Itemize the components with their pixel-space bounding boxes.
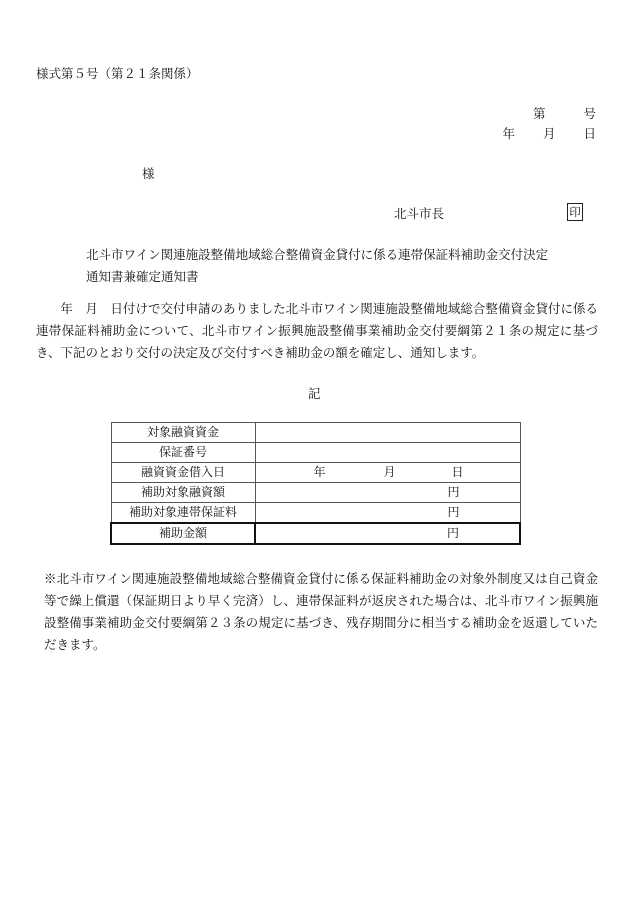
- row-value-loan-amount: [255, 483, 520, 503]
- issue-date-year: 年: [502, 126, 515, 141]
- row-value-loan-fund: [255, 423, 520, 443]
- row-value-guarantee-fee: [255, 503, 520, 524]
- row-value-subsidy-amount: [255, 523, 520, 544]
- table-row: [111, 503, 520, 524]
- table-row: [111, 463, 520, 483]
- row-label-borrowing-date: 融資資金借入日: [111, 463, 255, 483]
- yen-unit: 円: [447, 485, 460, 499]
- issuer-name: 北斗市長: [394, 206, 445, 221]
- borrow-year: 年: [313, 465, 326, 479]
- row-label-subsidy-amount: 補助金額: [111, 523, 255, 544]
- issue-date-day: 日: [583, 126, 596, 141]
- form-number: 様式第５号（第２１条関係）: [36, 66, 199, 81]
- row-label-guarantee-fee: 補助対象連帯保証料: [111, 503, 255, 524]
- table-row-total: [111, 523, 520, 544]
- row-value-borrowing-date: [255, 463, 520, 483]
- reference-number-line: [533, 104, 596, 122]
- detail-table: [110, 422, 521, 545]
- borrow-day: 日: [451, 465, 464, 479]
- body-paragraph: 年 月 日付けで交付申請のありました北斗市ワイン関連施設整備地域総合整備資金貸付に係る連帯保証料補助金について、北斗市ワイン振興施設整備事業補助金交付要綱第２１条の規定に基づき、下記のとおり交付の決定及び交付すべき補助金の額を確定し、通知します。: [36, 301, 598, 360]
- issue-date-month: 月: [542, 126, 556, 141]
- reference-dai: 第: [532, 106, 546, 121]
- table-row: [111, 423, 520, 443]
- document-title: [86, 244, 596, 288]
- row-label-loan-amount: 補助対象融資額: [111, 483, 255, 503]
- document-title-line2: 通知書兼確定通知書: [86, 269, 199, 284]
- seal-mark: 印: [567, 203, 583, 221]
- row-label-guarantee-number: 保証番号: [111, 443, 255, 463]
- reference-go: 号: [583, 106, 596, 121]
- recipient-honorific: 様: [142, 166, 155, 181]
- table-row: [111, 443, 520, 463]
- table-row: [111, 483, 520, 503]
- issue-date-line: [502, 124, 596, 142]
- note-paragraph: ※北斗市ワイン関連施設整備地域総合整備資金貸付に係る保証料補助金の対象外制度又は自己資金等で繰上償還（保証期日より早く完済）し、連帯保証料が返戻された場合は、北斗市ワイン振興施設整備事業補助金交付要綱第２３条の規定に基づき、残存期間分に相当する補助金を返還していただきます。: [44, 571, 598, 652]
- row-value-guarantee-number: [255, 443, 520, 463]
- document-title-line1: 北斗市ワイン関連施設整備地域総合整備資金貸付に係る連帯保証料補助金交付決定: [86, 247, 549, 262]
- row-label-loan-fund: 対象融資資金: [111, 423, 255, 443]
- yen-unit: 円: [446, 526, 459, 540]
- borrow-month: 月: [383, 465, 396, 479]
- ki-heading: 記: [308, 386, 321, 401]
- yen-unit: 円: [447, 505, 460, 519]
